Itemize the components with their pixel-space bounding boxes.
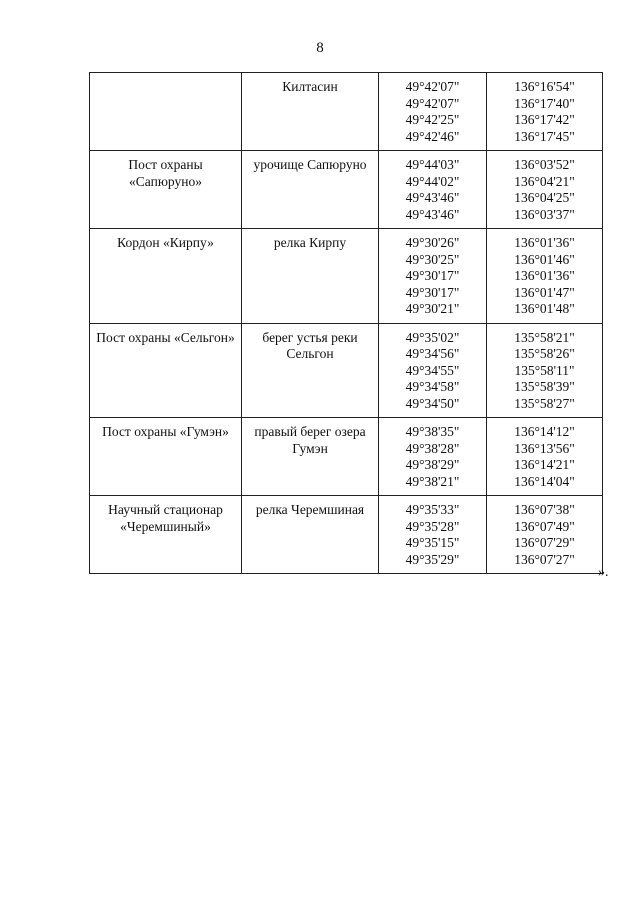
closing-quote-mark: ». [598,565,609,580]
longitude-value: 136°07'38" [514,502,575,517]
location-cell: релка Кирпу [242,229,379,324]
latitude-value: 49°30'17" [405,268,460,283]
longitude-value: 136°17'42" [514,112,575,127]
latitude-value: 49°35'02" [405,329,460,345]
longitude-value: 136°17'45" [514,128,575,144]
longitude-value: 135°58'27" [514,395,575,411]
longitude-value: 136°01'36" [514,268,575,283]
latitude-value: 49°42'25" [405,112,460,127]
longitude-value: 136°01'46" [514,251,575,267]
longitude-value: 136°14'21" [514,457,575,472]
table-row [90,73,603,151]
page-number: 8 [316,40,324,56]
latitude-value: 49°35'15" [405,535,460,550]
coordinates-table-body [90,73,603,574]
table-row [90,323,603,418]
latitude-value: 49°44'02" [405,173,460,189]
table-row [90,151,603,229]
table-row [90,496,603,574]
longitude-value: 136°07'27" [514,551,575,567]
location-cell: правый берег озера Гумэн [242,418,379,496]
latitude-value: 49°35'28" [405,518,460,534]
latitude-value: 49°42'07" [405,95,460,111]
latitude-value: 49°43'46" [405,206,460,222]
latitude-value: 49°34'50" [405,395,460,411]
object-name-cell: Пост охраны «Сапюруно» [90,151,242,229]
object-name-cell: Кордон «Кирпу» [90,229,242,324]
longitude-value: 136°01'48" [514,301,575,316]
longitude-value: 136°14'12" [514,424,575,439]
latitude-value: 49°38'21" [405,473,460,489]
latitude-cell [379,418,487,496]
longitude-value: 135°58'11" [514,362,575,378]
longitude-value: 136°07'29" [514,535,575,550]
table-row [90,418,603,496]
longitude-cell [487,496,603,574]
latitude-cell [379,151,487,229]
latitude-cell [379,229,487,324]
latitude-cell [379,73,487,151]
latitude-cell [379,496,487,574]
longitude-value: 135°58'39" [514,379,575,394]
longitude-value: 136°13'56" [514,440,575,456]
longitude-value: 136°07'49" [514,518,575,534]
longitude-value: 136°03'52" [514,157,575,172]
longitude-value: 136°14'04" [514,473,575,489]
location-cell: Килтасин [242,73,379,151]
object-name-cell: Научный стационар «Черемшиный» [90,496,242,574]
latitude-value: 49°34'56" [405,346,460,361]
latitude-value: 49°35'33" [405,502,460,517]
longitude-value: 135°58'26" [514,346,575,361]
latitude-cell [379,323,487,418]
longitude-cell [487,229,603,324]
table-row [90,229,603,324]
latitude-value: 49°38'29" [405,457,460,472]
location-cell: берег устья реки Сельгон [242,323,379,418]
latitude-value: 49°30'17" [405,284,460,300]
latitude-value: 49°30'25" [405,251,460,267]
longitude-value: 136°04'25" [514,190,575,205]
latitude-value: 49°38'28" [405,440,460,456]
longitude-value: 135°58'21" [514,329,575,345]
latitude-value: 49°43'46" [405,190,460,205]
longitude-cell [487,151,603,229]
location-cell: релка Черемшиная [242,496,379,574]
latitude-value: 49°42'07" [405,79,460,94]
longitude-cell [487,418,603,496]
longitude-value: 136°04'21" [514,173,575,189]
latitude-value: 49°42'46" [405,128,460,144]
longitude-value: 136°01'36" [514,235,575,250]
latitude-value: 49°30'21" [405,301,460,316]
object-name-cell: Пост охраны «Сельгон» [90,323,242,418]
longitude-value: 136°17'40" [514,95,575,111]
object-name-cell [90,73,242,151]
latitude-value: 49°44'03" [405,157,460,172]
longitude-value: 136°03'37" [514,206,575,222]
latitude-value: 49°34'55" [405,362,460,378]
longitude-value: 136°16'54" [514,79,575,94]
latitude-value: 49°35'29" [405,551,460,567]
longitude-value: 136°01'47" [514,284,575,300]
latitude-value: 49°34'58" [405,379,460,394]
latitude-value: 49°30'26" [405,235,460,250]
location-cell: урочище Сапюруно [242,151,379,229]
latitude-value: 49°38'35" [405,424,460,439]
longitude-cell [487,73,603,151]
longitude-cell [487,323,603,418]
object-name-cell: Пост охраны «Гумэн» [90,418,242,496]
coordinates-table [89,72,603,574]
